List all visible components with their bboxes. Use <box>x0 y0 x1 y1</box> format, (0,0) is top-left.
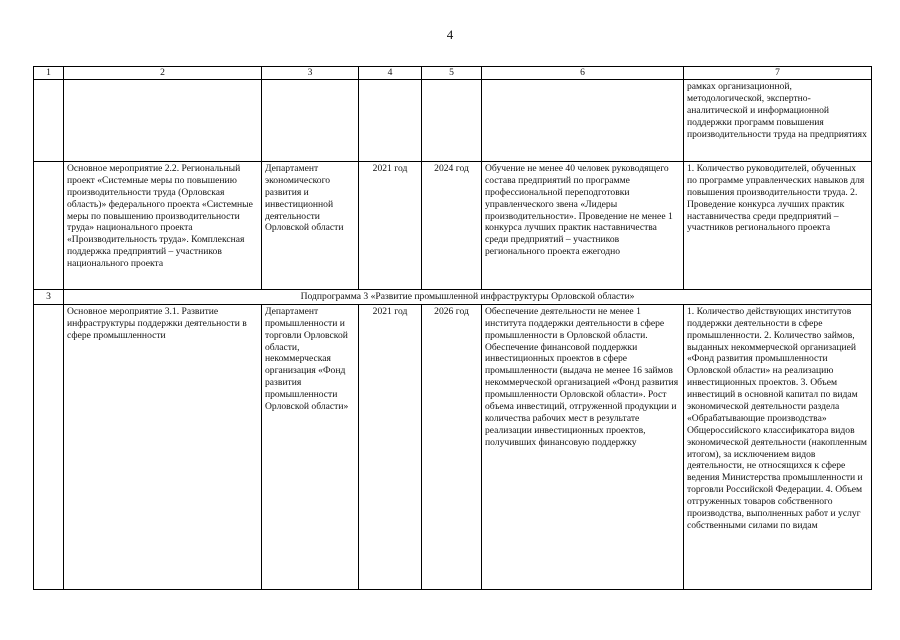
header-cell: 2 <box>64 67 262 80</box>
start-year-cell: 2021 год <box>359 162 422 290</box>
measure-name-cell: Основное мероприятие 3.1. Развитие инфраструктуры поддержки деятельности в сфере промышленности <box>64 304 262 589</box>
table-header-row <box>34 67 872 80</box>
table-row-continuation <box>34 80 872 162</box>
table-cell <box>34 162 64 290</box>
executor-cell: Департамент промышленности и торговли Орловской области, некоммерческая организация «Фонд развития промышленности Орловской области» <box>262 304 359 589</box>
table-cell <box>482 80 684 162</box>
indicators-cell: 1. Количество действующих институтов поддержки деятельности в сфере промышленности. 2. Количество займов, выданных некоммерческой организацией «Фонд развития промышленности Орловской области» на реализацию инвестиционных проектов. 3. Объем инвестиций в основной капитал по видам экономической деятельности раздела «Обрабатывающие производства» Общероссийского классификатора видов экономической деятельности (накопленным итогом), за исключением видов деятельности, не относящихся к сфере ведения Министерства промышленности и торговли Российской Федерации. 4. Объем отгруженных товаров собственного производства, выполненных работ и услуг собственными силами по видам <box>684 304 872 589</box>
expected-result-cell: Обеспечение деятельности не менее 1 института поддержки деятельности в сфере промышленности в Орловской области. Обеспечение финансовой поддержки инвестиционных проектов в сфере промышленности (выдача не менее 16 займов некоммерческой организацией «Фонд развития промышленности Орловской области». Рост объема инвестиций, отгруженной продукции и количества рабочих мест в результате реализации инвестиционных проектов, получивших финансовую поддержку <box>482 304 684 589</box>
table-cell <box>34 80 64 162</box>
subprogram-row <box>34 290 872 305</box>
subprogram-number-cell: 3 <box>34 290 64 305</box>
table-cell <box>262 80 359 162</box>
expected-result-cell: Обучение не менее 40 человек руководящего состава предприятий по программе профессиональной переподготовки управленческого звена «Лидеры производительности». Проведение не менее 1 конкурса лучших практик наставничества среди предприятий – участников регионального проекта ежегодно <box>482 162 684 290</box>
table-cell <box>34 304 64 589</box>
subprogram-title-cell: Подпрограмма 3 «Развитие промышленной инфраструктуры Орловской области» <box>64 290 872 305</box>
table-row-measure-2-2 <box>34 162 872 290</box>
table-cell <box>422 80 482 162</box>
table-row-measure-3-1 <box>34 304 872 589</box>
header-cell: 4 <box>359 67 422 80</box>
page-number: 4 <box>446 27 454 42</box>
header-cell: 5 <box>422 67 482 80</box>
program-measures-table <box>33 66 872 590</box>
header-cell: 1 <box>34 67 64 80</box>
header-cell: 7 <box>684 67 872 80</box>
indicators-cell: 1. Количество руководителей, обученных по программе управленческих навыков для повышения производительности труда. 2. Проведение конкурса лучших практик наставничества среди предприятий – участников регионального проекта <box>684 162 872 290</box>
indicators-cell: рамках организационной, методологической, экспертно-аналитической и информационной поддержки программ повышения производительности труда на предприятиях <box>684 80 872 162</box>
measure-name-cell: Основное мероприятие 2.2. Региональный проект «Системные меры по повышению производительности труда (Орловская область)» федерального проекта «Системные меры по повышению производительности труда» национального проекта «Производительность труда». Комплексная поддержка предприятий – участников национального проекта <box>64 162 262 290</box>
end-year-cell: 2024 год <box>422 162 482 290</box>
table-cell <box>359 80 422 162</box>
table-cell <box>64 80 262 162</box>
executor-cell: Департамент экономического развития и инвестиционной деятельности Орловской области <box>262 162 359 290</box>
header-cell: 3 <box>262 67 359 80</box>
start-year-cell: 2021 год <box>359 304 422 589</box>
header-cell: 6 <box>482 67 684 80</box>
end-year-cell: 2026 год <box>422 304 482 589</box>
